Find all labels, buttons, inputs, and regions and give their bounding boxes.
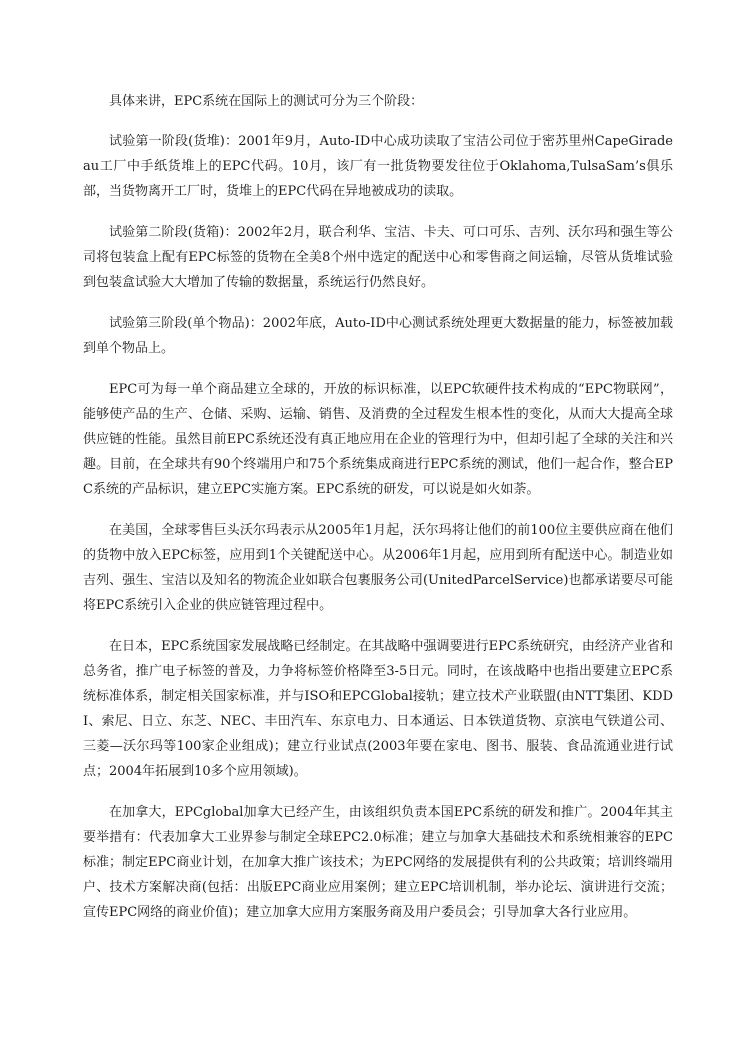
paragraph-epc-overview: EPC可为每一单个商品建立全球的，开放的标识标准，以EPC软硬件技术构成的“EPC物联网”，能够使产品的生产、仓储、采购、运输、销售、及消费的全过程发生根本性的变化，从而大大提高全球供应链的性能。虽然目前EPC系统还没有真正地应用在企业的管理行为中，但却引起了全球的关注和兴趣。目前，在全球共有90个终端用户和75个系统集成商进行EPC系统的测试，他们一起合作，整合EPC系统的产品标识，建立EPC实施方案。EPC系统的研发，可以说是如火如荼。 (83, 382, 673, 497)
paragraph-stage-three: 试验第三阶段(单个物品)：2002年底，Auto-ID中心测试系统处理更大数据量的能力，标签被加载到单个物品上。 (83, 316, 673, 356)
paragraph-stage-two: 试验第二阶段(货箱)：2002年2月，联合利华、宝洁、卡夫、可口可乐、吉列、沃尔玛和强生等公司将包装盒上配有EPC标签的货物在全美8个州中选定的配送中心和零售商之间运输，尽管从货堆试验到包装盒试验大大增加了传输的数据量，系统运行仍然良好。 (83, 225, 673, 290)
paragraph-intro: 具体来讲，EPC系统在国际上的测试可分为三个阶段： (109, 94, 424, 109)
paragraph-japan: 在日本，EPC系统国家发展战略已经制定。在其战略中强调要进行EPC系统研究，由经济产业省和总务省，推广电子标签的普及，力争将标签价格降至3-5日元。同时，在该战略中也指出要建立EPC系统标准体系，制定相关国家标准，并与ISO和EPCGlobal接轨；建立技术产业联盟(由NTT集团、KDDI、索尼、日立、东芝、NEC、丰田汽车、东京电力、日本通运、日本铁道货物、京滨电气铁道公司、三菱—沃尔玛等100家企业组成)；建立行业试点(2003年要在家电、图书、服装、食品流通业进行试点；2004年拓展到10多个应用领域)。 (83, 639, 673, 779)
document-body (83, 89, 673, 941)
paragraph-stage-one: 试验第一阶段(货堆)：2001年9月，Auto-ID中心成功读取了宝洁公司位于密苏里州CapeGiradeau工厂中手纸货堆上的EPC代码。10月，该厂有一批货物要发往位于Oklahoma,TulsaSam’s俱乐部，当货物离开工厂时，货堆上的EPC代码在异地被成功的读取。 (83, 134, 673, 199)
paragraph-usa: 在美国，全球零售巨头沃尔玛表示从2005年1月起，沃尔玛将让他们的前100位主要供应商在他们的货物中放入EPC标签，应用到1个关键配送中心。从2006年1月起，应用到所有配送中心。制造业如吉列、强生、宝洁以及知名的物流企业如联合包裹服务公司(UnitedParcelService)也都承诺要尽可能将EPC系统引入企业的供应链管理过程中。 (83, 523, 673, 613)
paragraph-canada: 在加拿大，EPCglobal加拿大已经产生，由该组织负责本国EPC系统的研发和推广。2004年其主要举措有：代表加拿大工业界参与制定全球EPC2.0标准；建立与加拿大基础技术和系统相兼容的EPC标准；制定EPC商业计划，在加拿大推广该技术；为EPC网络的发展提供有利的公共政策；培训终端用户、技术方案解决商(包括：出版EPC商业应用案例；建立EPC培训机制，举办论坛、演讲进行交流；宣传EPC网络的商业价值)；建立加拿大应用方案服务商及用户委员会；引导加拿大各行业应用。 (83, 805, 673, 920)
